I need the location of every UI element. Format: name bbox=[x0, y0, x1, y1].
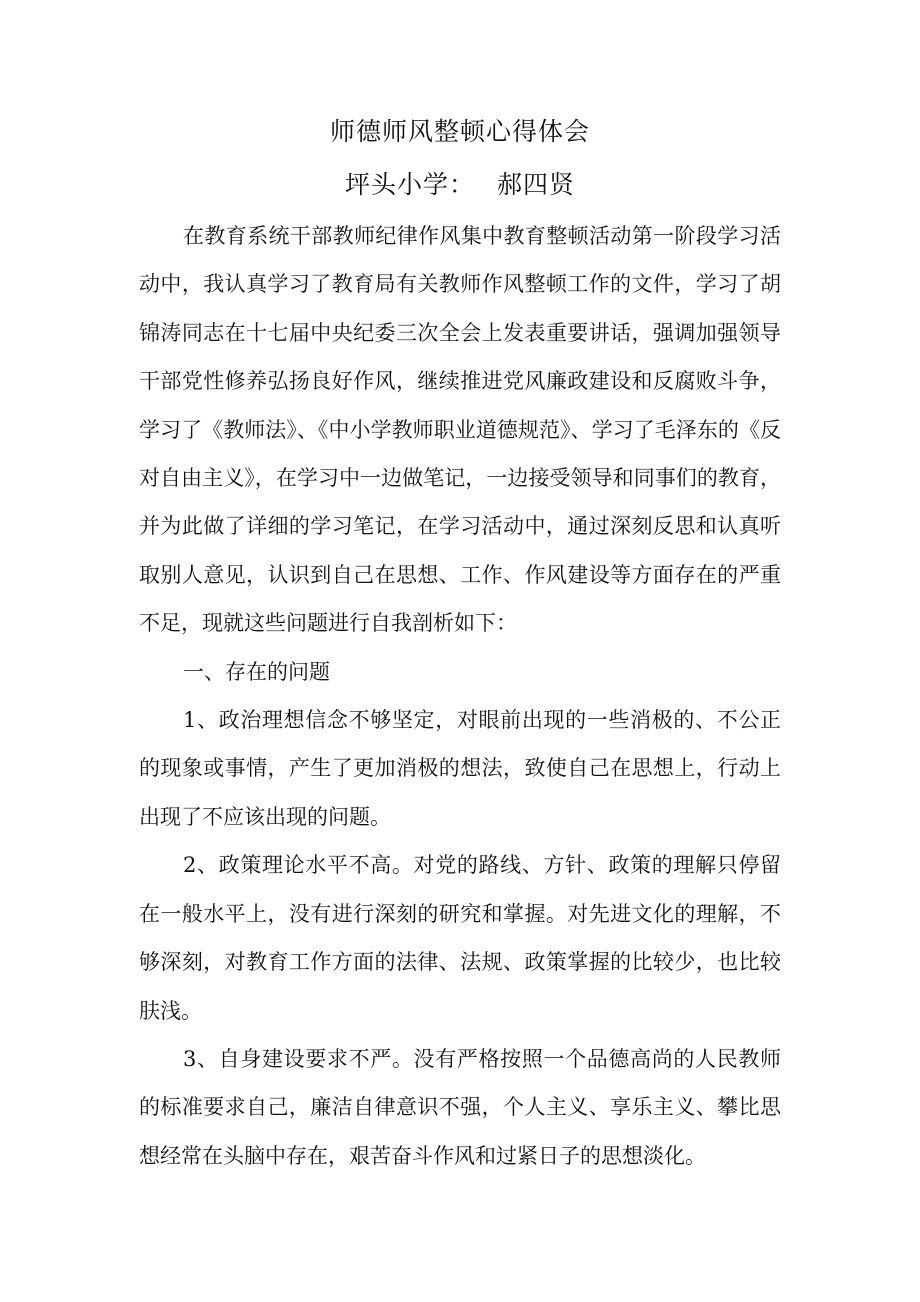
intro-paragraph: 在教育系统干部教师纪律作风集中教育整顿活动第一阶段学习活动中，我认真学习了教育局有关教师作风整顿工作的文件，学习了胡锦涛同志在十七届中央纪委三次全会上发表重要讲话，强调加强领导干部党性修养弘扬良好作风，继续推进党风廉政建设和反腐败斗争，学习了《教师法》、《中小学教师职业道德规范》、学习了毛泽东的《反对自由主义》，在学习中一边做笔记，一边接受领导和同事们的教育，并为此做了详细的学习笔记，在学习活动中，通过深刻反思和认真听取别人意见，认识到自己在思想、工作、作风建设等方面存在的严重不足，现就这些问题进行自我剖析如下： bbox=[139, 224, 781, 636]
author-name: 郝四贤 bbox=[497, 170, 576, 199]
issue-paragraph-2: 2、政策理论水平不高。对党的路线、方针、政策的理解只停留在一般水平上，没有进行深刻的研究和掌握。对先进文化的理解，不够深刻，对教育工作方面的法律、法规、政策掌握的比较少，也比较肤浅。 bbox=[139, 853, 781, 1023]
issue-paragraph-3: 3、自身建设要求不严。没有严格按照一个品德高尚的人民教师的标准要求自己，廉洁自律意识不强，个人主义、享乐主义、攀比思想经常在头脑中存在，艰苦奋斗作风和过紧日子的思想淡化。 bbox=[139, 1046, 781, 1168]
author-line bbox=[0, 165, 920, 205]
issue-paragraph-1: 1、政治理想信念不够坚定，对眼前出现的一些消极的、不公正的现象或事情，产生了更加消极的想法，致使自己在思想上，行动上出现了不应该出现的问题。 bbox=[139, 708, 781, 829]
document-body bbox=[139, 212, 781, 1180]
section-heading: 一、存在的问题 bbox=[183, 659, 330, 684]
document-title: 师德师风整顿心得体会 bbox=[329, 117, 590, 146]
school-name: 坪头小学： bbox=[344, 170, 475, 199]
